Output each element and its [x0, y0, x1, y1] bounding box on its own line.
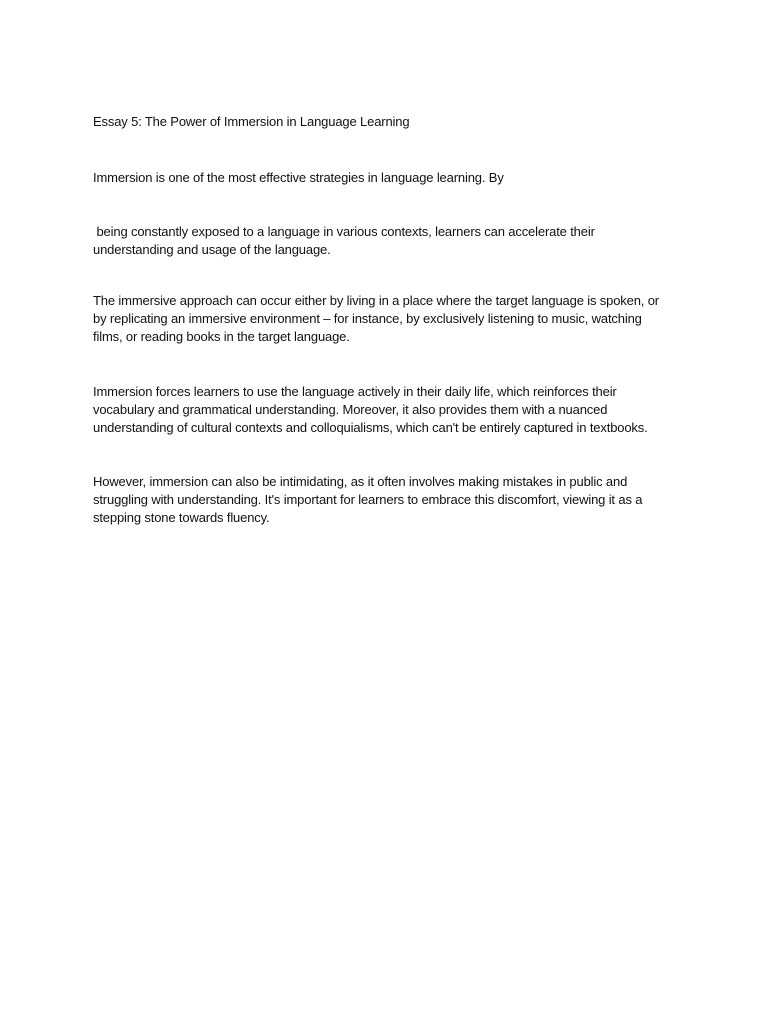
paragraph-line: The immersive approach can occur either by living in a place where the target language is spoken, or	[93, 293, 659, 308]
paragraph-line: being constantly exposed to a language in various contexts, learners can accelerate their	[93, 224, 595, 239]
paragraph-line: by replicating an immersive environment – for instance, by exclusively listening to music, watching	[93, 311, 642, 326]
paragraph-line: understanding of cultural contexts and colloquialisms, which can't be entirely captured in textbooks.	[93, 420, 648, 435]
paragraph-line: understanding and usage of the language.	[93, 242, 331, 257]
paragraph-line: films, or reading books in the target language.	[93, 329, 350, 344]
paragraph-2	[93, 223, 683, 259]
paragraph-3	[93, 292, 683, 346]
paragraph-line: However, immersion can also be intimidating, as it often involves making mistakes in public and	[93, 474, 628, 489]
paragraph-1	[93, 169, 683, 187]
paragraph-line: stepping stone towards fluency.	[93, 510, 270, 525]
document-body	[93, 113, 683, 527]
essay-title: Essay 5: The Power of Immersion in Language Learning	[93, 114, 410, 129]
paragraph-line: struggling with understanding. It's important for learners to embrace this discomfort, viewing it as a	[93, 492, 643, 507]
paragraph-line: vocabulary and grammatical understanding. Moreover, it also provides them with a nuanced	[93, 402, 608, 417]
paragraph-5	[93, 473, 683, 527]
paragraph-line: Immersion is one of the most effective strategies in language learning. By	[93, 170, 504, 185]
paragraph-line: Immersion forces learners to use the language actively in their daily life, which reinforces their	[93, 384, 617, 399]
paragraph-4	[93, 383, 683, 437]
